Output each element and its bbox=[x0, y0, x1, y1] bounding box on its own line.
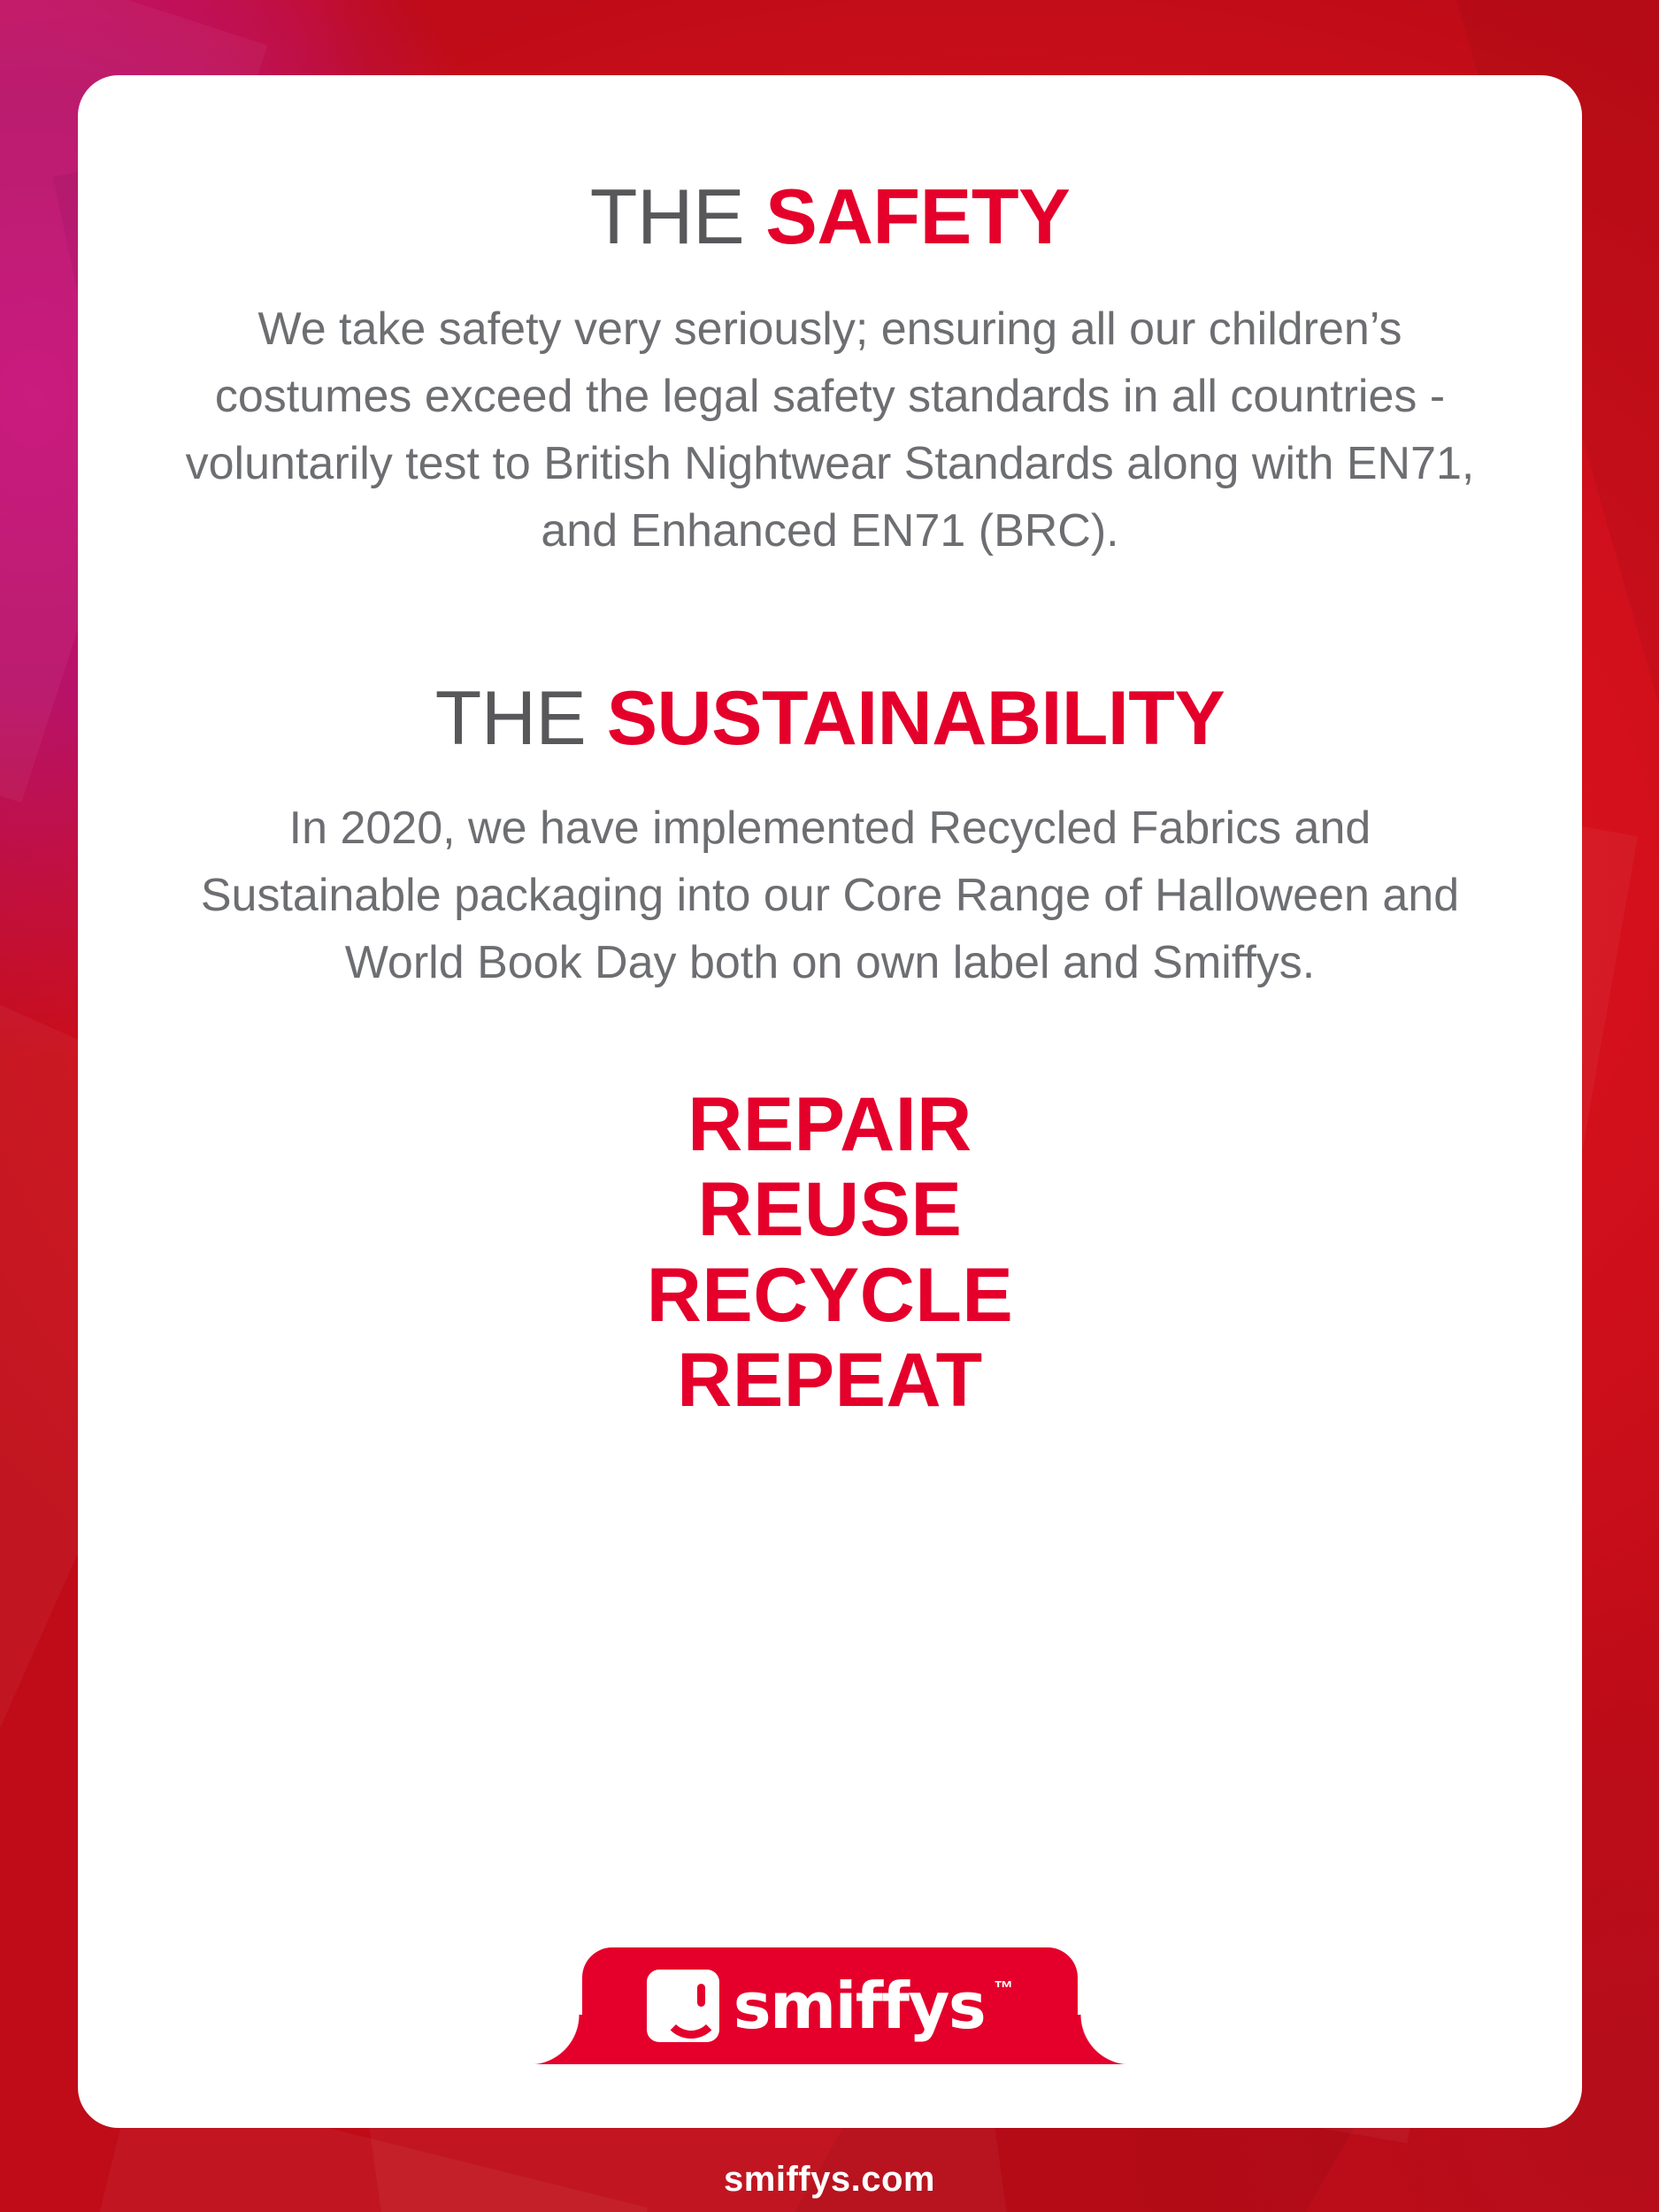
sustainability-paragraph: In 2020, we have implemented Recycled Fabrics and Sustainable packaging into our Core Range of Halloween and World Book Day both on own label and Smiffys. bbox=[200, 803, 1460, 989]
safety-heading bbox=[175, 173, 1485, 260]
sustainability-heading-accent: SUSTAINABILITY bbox=[606, 676, 1225, 762]
safety-heading-prefix: THE bbox=[589, 173, 766, 260]
website-url[interactable]: smiffys.com bbox=[724, 2160, 935, 2199]
brand-wordmark: smiffys bbox=[733, 1969, 986, 2043]
sustainability-heading-prefix: THE bbox=[434, 676, 607, 762]
content-card bbox=[78, 75, 1582, 2128]
section-spacer bbox=[175, 565, 1485, 679]
slogan-line-recycle: RECYCLE bbox=[646, 1252, 1014, 1338]
smiffys-smile-logo-icon bbox=[647, 1970, 719, 2042]
slogan-line-repair: REPAIR bbox=[687, 1082, 972, 1168]
brand-logo bbox=[647, 1970, 1014, 2042]
smile-curve-icon bbox=[662, 1987, 720, 2039]
slogan-line-repeat: REPEAT bbox=[677, 1337, 983, 1423]
sustainability-heading bbox=[175, 676, 1485, 762]
brand-footer-tab bbox=[582, 1947, 1078, 2064]
trademark-symbol: ™ bbox=[994, 1977, 1014, 1999]
slogan-line-reuse: REUSE bbox=[697, 1167, 963, 1253]
slogan-block bbox=[175, 1082, 1485, 1423]
smile-tail-icon bbox=[697, 1984, 705, 2007]
safety-heading-accent: SAFETY bbox=[765, 173, 1071, 260]
safety-paragraph: We take safety very seriously; ensuring all our children’s costumes exceed the legal safety standards in all countries - voluntarily test to British Nightwear Standards along with EN71, and Enhanced EN71 (BRC). bbox=[185, 303, 1475, 557]
